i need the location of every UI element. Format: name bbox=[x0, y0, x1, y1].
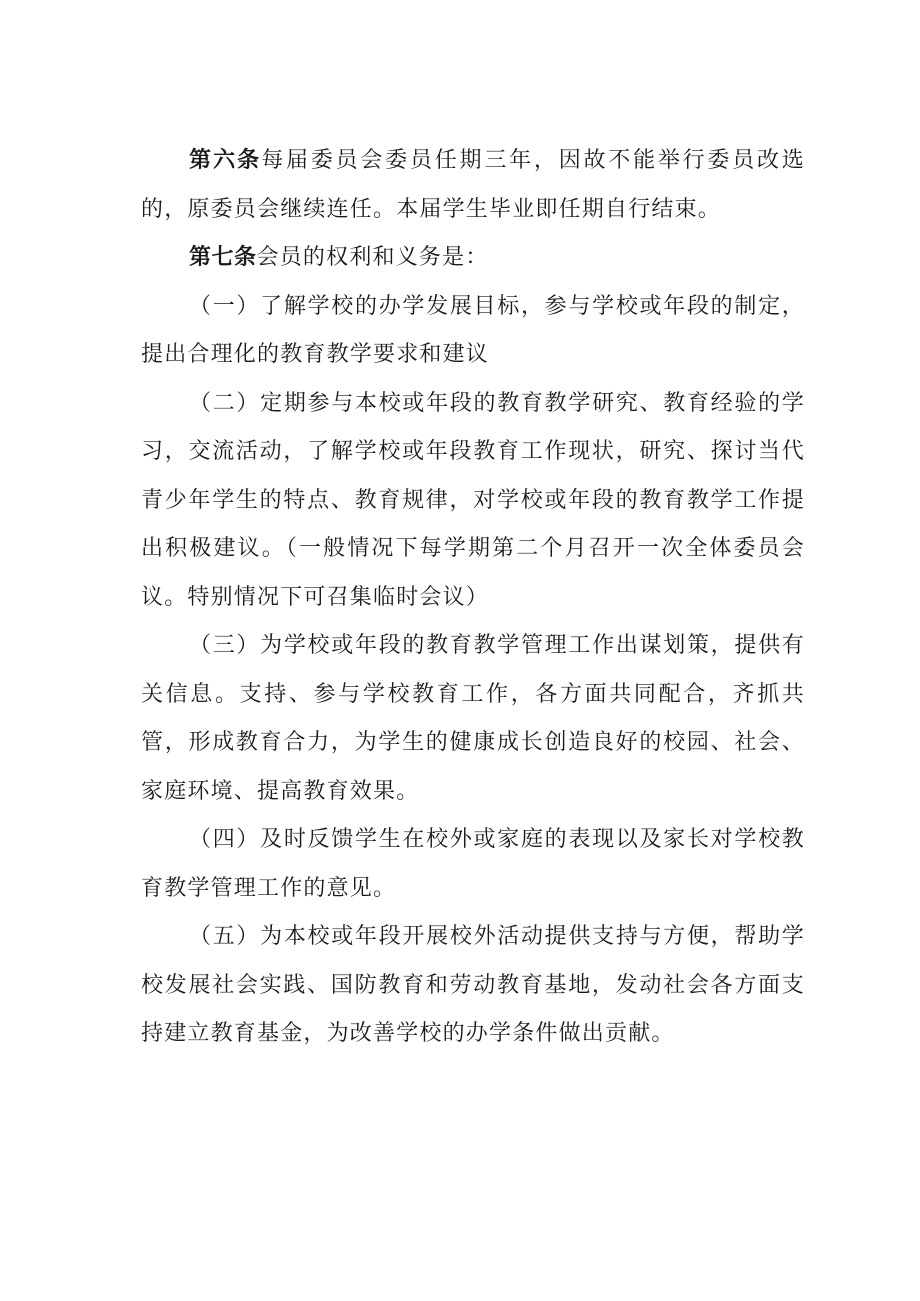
article-7-text: 会员的权利和义务是： bbox=[256, 245, 489, 270]
article-7 bbox=[141, 234, 805, 283]
item-1: （一）了解学校的办学发展目标，参与学校或年段的制定，提出合理化的教育教学要求和建议 bbox=[141, 293, 805, 367]
item-3: （三）为学校或年段的教育教学管理工作出谋划策，提供有关信息。支持、参与学校教育工作，各方面共同配合，齐抓共管，形成教育合力，为学生的健康成长创造良好的校园、社会、家庭环境、提高教育效果。 bbox=[141, 633, 805, 804]
item-5: （五）为本校或年段开展校外活动提供支持与方便，帮助学校发展社会实践、国防教育和劳动教育基地，发动社会各方面支持建立教育基金，为改善学校的办学条件做出贡献。 bbox=[141, 924, 805, 1046]
article-6-heading: 第六条 bbox=[189, 148, 262, 173]
article-6-text: 每届委员会委员任期三年，因故不能举行委员改选的，原委员会继续连任。本届学生毕业即任期自行结束。 bbox=[141, 148, 805, 222]
article-6 bbox=[141, 137, 805, 234]
article-7-heading: 第七条 bbox=[189, 245, 257, 270]
document-body bbox=[141, 137, 805, 1059]
item-2: （二）定期参与本校或年段的教育教学研究、教育经验的学习，交流活动，了解学校或年段教育工作现状，研究、探讨当代青少年学生的特点、教育规律，对学校或年段的教育教学工作提出积极建议。（一般情况下每学期第二个月召开一次全体委员会议。特别情况下可召集临时会议） bbox=[141, 390, 805, 610]
item-4: （四）及时反馈学生在校外或家庭的表现以及家长对学校教育教学管理工作的意见。 bbox=[141, 827, 805, 901]
